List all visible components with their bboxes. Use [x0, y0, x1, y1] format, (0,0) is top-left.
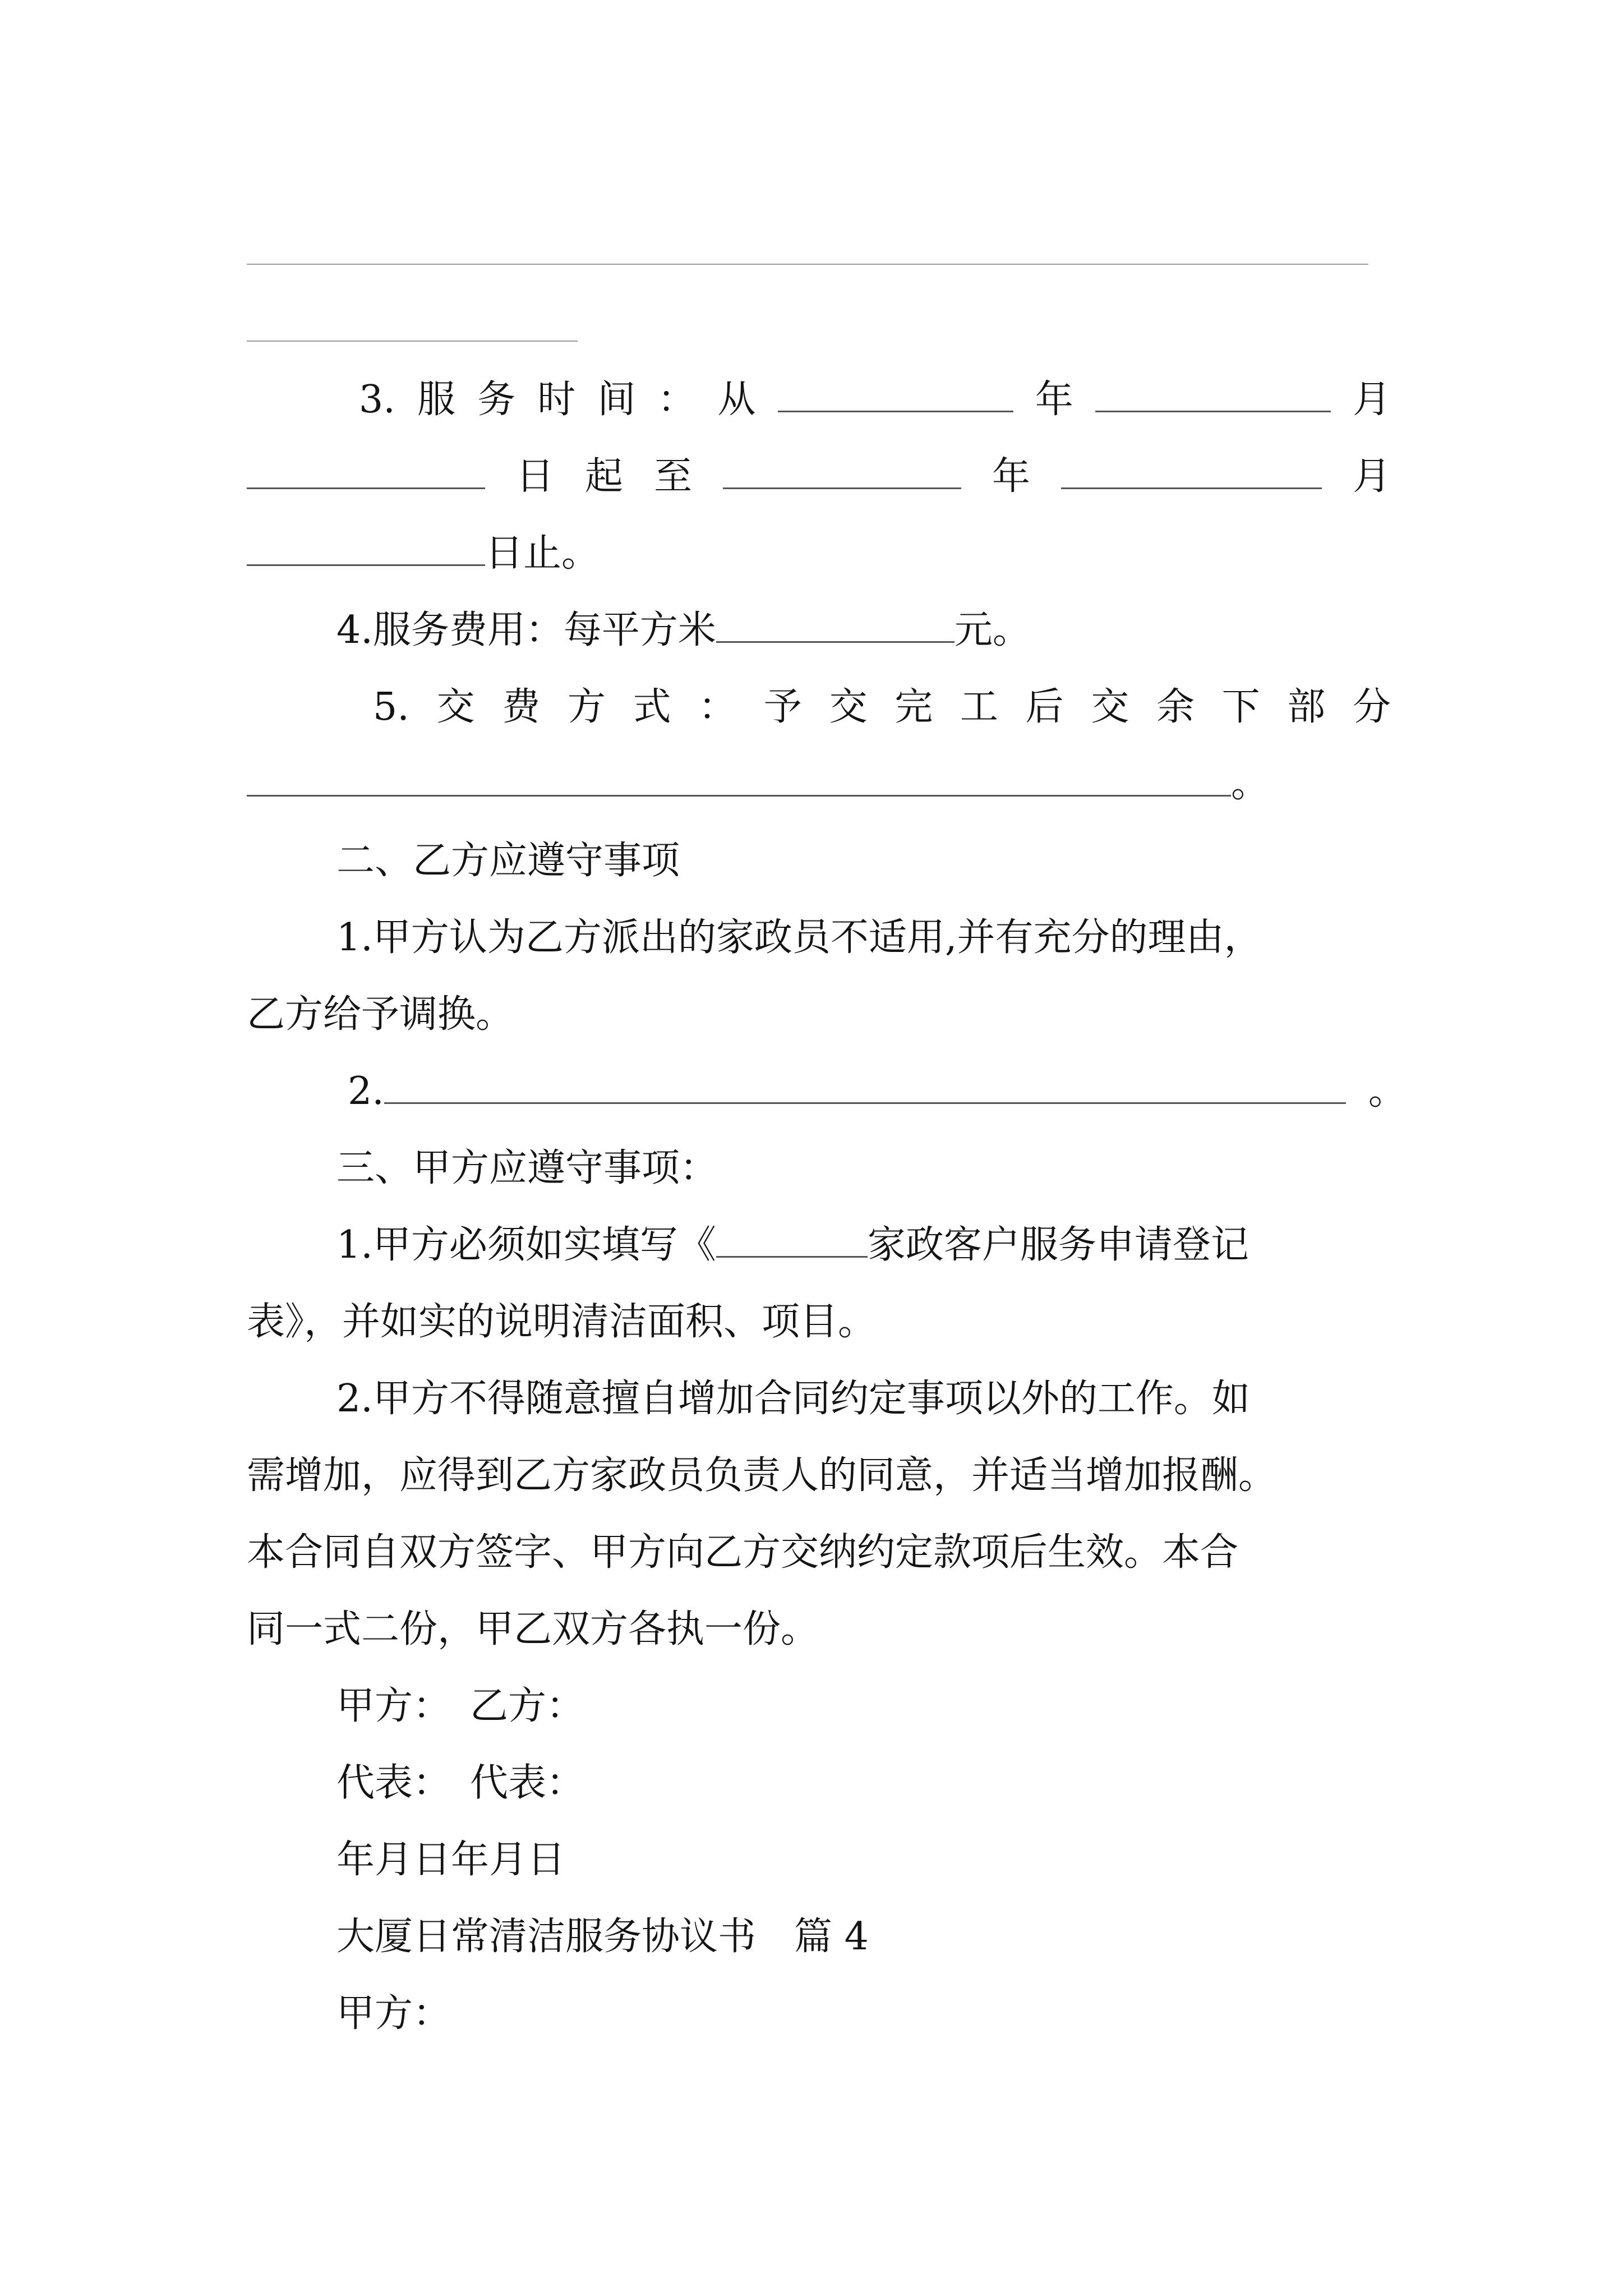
- label-char: 分: [1352, 685, 1391, 729]
- label-char: 部: [1287, 685, 1326, 729]
- section-two-item-1-b: 乙方给予调换。: [247, 992, 514, 1037]
- section-two-heading: 二、乙方应遵守事项: [336, 839, 680, 883]
- next-agreement-party-a: 甲方：: [336, 1991, 451, 2036]
- payment-remainder-line: [247, 756, 1391, 812]
- fee-label: 4.服务费用：每平方米: [336, 608, 716, 652]
- start-day-blank[interactable]: [247, 453, 485, 489]
- label-char: 至: [653, 454, 692, 499]
- label-char: 服: [417, 378, 455, 422]
- section-two-item-2: [348, 1064, 1413, 1120]
- end-label: 日止。: [485, 531, 600, 576]
- service-time-line-1: [359, 372, 1391, 428]
- section-three-item-1-a: [336, 1217, 1391, 1273]
- item-number: 3.: [359, 378, 395, 422]
- blank-rule-top-short: [247, 341, 578, 342]
- label-char: ：: [698, 685, 737, 729]
- label-char: 工: [960, 685, 998, 729]
- period-mark: 。: [1231, 762, 1270, 806]
- label-char: 完: [895, 685, 933, 729]
- service-time-line-3: [247, 526, 1391, 582]
- next-agreement-title: 大厦日常清洁服务协议书 篇 4: [336, 1915, 869, 1959]
- company-name-blank[interactable]: [716, 1221, 868, 1258]
- label-char: 余: [1156, 685, 1195, 729]
- label-char: 交: [1091, 685, 1129, 729]
- end-year-blank[interactable]: [723, 453, 961, 489]
- label-char: 起: [584, 454, 623, 499]
- label-char: 式: [633, 685, 671, 729]
- month-label: 月: [1352, 454, 1391, 499]
- start-month-blank[interactable]: [1095, 376, 1331, 412]
- period-mark: 。: [1368, 1069, 1407, 1114]
- item-1-text-post: 家政客户服务申请登记: [867, 1223, 1249, 1267]
- label-char: 予: [763, 685, 802, 729]
- label-char: 方: [567, 685, 606, 729]
- label-char: 费: [502, 685, 541, 729]
- signature-dates: 年月日年月日: [336, 1838, 566, 1882]
- label-char: 间: [597, 378, 636, 422]
- item-1-text-pre: 1.甲方必须如实填写《: [336, 1223, 716, 1267]
- end-month-blank[interactable]: [1061, 453, 1322, 489]
- section-three-item-2-d: 同一式二份，甲乙双方各执一份。: [247, 1607, 819, 1651]
- signature-representatives: 代表： 代表：: [336, 1761, 585, 1805]
- item-number: 2.: [348, 1069, 384, 1114]
- section-three-item-2-a: 2.甲方不得随意擅自增加合同约定事项以外的工作。如: [336, 1377, 1250, 1421]
- label-char: 交: [829, 685, 868, 729]
- fee-amount-blank[interactable]: [716, 606, 955, 643]
- section-three-heading: 三、甲方应遵守事项：: [336, 1146, 718, 1190]
- section-three-item-2-c: 本合同自双方签字、甲方向乙方交纳约定款项后生效。本合: [247, 1530, 1239, 1575]
- end-day-blank[interactable]: [247, 530, 485, 566]
- section-two-item-1-a: 1.甲方认为乙方派出的家政员不适用,并有充分的理由，: [336, 915, 1262, 960]
- label-char: ：: [657, 378, 696, 422]
- label-char: 下: [1221, 685, 1260, 729]
- label-char: 时: [537, 378, 576, 422]
- payment-remainder-blank[interactable]: [247, 760, 1231, 797]
- label-char: 从: [717, 378, 756, 422]
- item-number: 5.: [373, 685, 409, 729]
- section-three-item-1-b: 表》，并如实的说明清洁面积、项目。: [247, 1300, 877, 1344]
- item-2-blank[interactable]: [384, 1068, 1346, 1104]
- start-year-blank[interactable]: [778, 376, 1013, 412]
- blank-rule-top-long: [247, 264, 1368, 265]
- label-char: 务: [477, 378, 516, 422]
- label-char: 后: [1025, 685, 1064, 729]
- label-char: 交: [436, 685, 475, 729]
- year-label: 年: [992, 454, 1030, 499]
- fee-line: [336, 602, 1481, 659]
- payment-method-line: [373, 679, 1391, 735]
- signature-parties: 甲方： 乙方：: [336, 1684, 585, 1728]
- section-three-item-2-b: 需增加，应得到乙方家政员负责人的同意，并适当增加报酬。: [247, 1453, 1277, 1498]
- year-label: 年: [1035, 378, 1073, 422]
- label-char: 日: [515, 454, 554, 499]
- fee-unit: 元。: [954, 608, 1031, 652]
- service-time-line-2: [247, 449, 1391, 505]
- month-label: 月: [1352, 378, 1391, 422]
